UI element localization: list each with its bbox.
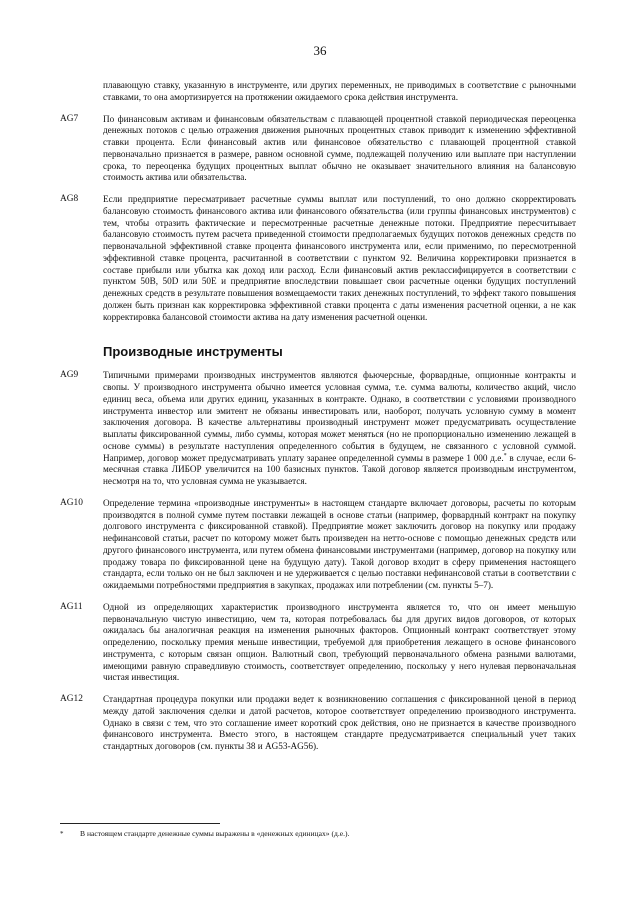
paragraph-number: AG10 — [60, 497, 83, 508]
paragraph-ag7 — [60, 114, 576, 185]
footnote-separator — [60, 823, 220, 824]
page-number: 36 — [313, 43, 327, 58]
continued-paragraph-text: плавающую ставку, указанную в инструменте, или других переменных, не приводимых в соответствие с рыночными ставками, то она амортизируется на протяжении ожидаемого срока действия инструмента. — [103, 80, 576, 102]
paragraph-text: Одной из определяющих характеристик производного инструмента является то, что он имеет меньшую первоначальную чистую инвестицию, чем та, которая потребовалась бы для других видов договоров, от которых ожидалась бы аналогичная реакция на изменения рыночных факторов. Опционный контракт соответствует этому определению, поскольку премия меньше инвестиции, требуемой для приобретения лежащего в основе финансового инструмента, с которым связан опцион. Валютный своп, требующий первоначального обмена разными валютами, имеющими равную справедливую стоимость, соответствует определению, поскольку у него нулевая первоначальная чистая инвестиция. — [103, 601, 576, 683]
footnote-text: В настоящем стандарте денежные суммы выражены в «денежных единицах» (д.е.). — [80, 829, 350, 838]
section-heading: Производные инструменты — [103, 344, 283, 360]
paragraph-ag11 — [60, 602, 576, 684]
paragraph-number: AG11 — [60, 601, 83, 612]
footnote-reference[interactable]: * — [503, 452, 507, 459]
paragraph-text-part: в случае, если 6-месячная ставка ЛИБОР увеличится на 100 базисных пунктов. Такой договор является производным инструментом, несмотря на то, что условная сумма не указывается. — [103, 452, 576, 486]
paragraph-text: По финансовым активам и финансовым обязательствам с плавающей процентной ставкой периодическая переоценка денежных потоков с целью отражения движения рыночных процентных ставок приводит к изменению эффективной ставки процента. Если финансовый актив или финансовое обязательство с плавающей процентной ставкой первоначально признается в размере, равном основной сумме, подлежащей получению или выплате при наступлении срока, то переоценка будущих процентных выплат обычно не оказывает значительного влияния на балансовую стоимость актива или обязательства. — [103, 113, 576, 183]
paragraph-number: AG7 — [60, 113, 79, 124]
paragraph-number: AG12 — [60, 694, 83, 704]
paragraph-ag10 — [60, 498, 576, 592]
paragraph-text: Определение термина «производные инструменты» в настоящем стандарте включает договоры, расчеты по которым производятся в полной сумме путем поставки лежащей в основе статьи (например, форвардный контракт на покупку долгового инструмента с фиксированной ставкой). Предприятие может заключить договор на покупку или продажу нефинансовой статьи, расчет по которому может быть произведен на нетто-основе с помощью денежных средств или другого финансового инструмента, или путем обмена финансовыми инструментами (например, договор на покупку или продажу товара по фиксированной цене на будущую дату). Такой договор входит в сферу применения настоящего стандарта, если только он не был заключен и не удерживается с целью поставки нефинансовой статьи в соответствии с ожидаемыми потребностями предприятия в закупках, продажах или потреблении (см. пункты 5–7). — [103, 497, 576, 590]
paragraph-ag8 — [60, 194, 576, 323]
paragraph-number: AG9 — [60, 370, 79, 381]
paragraph-text-part: Типичными примерами производных инструментов являются фьючерсные, форвардные, опционные контракты и свопы. У производного инструмента обычно имеется условная сумма, т.е. сумма валюты, количество акций, число единиц веса, объема или других единиц, указанных в контракте. Однако, в соответствии с условиями производного инструмента инвестор или эмитент не обязаны инвестировать или, наоборот, получать условную сумму в момент заключения договора. В качестве альтернативы производный инструмент может предусматривать осуществление выплаты фиксированной суммы, либо суммы, которая может меняться (но не пропорционально изменению лежащей в основе суммы) в результате наступления определенного события в будущем, не связанного с условной суммой. Например, договор может предусматривать уплату заранее определенной суммы в размере 1 000 д.е. — [103, 370, 576, 463]
paragraph-ag12 — [60, 694, 576, 753]
page-body — [60, 80, 576, 753]
footnote-marker: * — [60, 830, 64, 838]
paragraph-text: Если предприятие пересматривает расчетные суммы выплат или поступлений, то оно должно скорректировать балансовую стоимость финансового актива или финансового обязательства (или группы финансовых инструментов) с тем, чтобы отразить фактические и пересмотренные расчетные денежные потоки. Предприятие пересчитывает балансовую стоимость путем расчета приведенной стоимости предполагаемых будущих потоков денежных средств по первоначальной эффективной ставке процента финансового инструмента или, если применимо, по пересмотренной эффективной ставке процента, расчитанной в соответствии с пунктом 92. Величина корректировки признается в составе прибыли или убытка как доход или расход. Если финансовый актив реклассифицируется в соответствии с пунктом 50B, 50D или 50E и предприятие впоследствии повышает свои расчетные оценки будущих поступлений денежных средств в результате повышения возмещаемости таких денежных поступлений, то эффект такого повышения должен быть признан как корректировка эффективной ставки процента с даты изменения расчетной оценки, а не как корректировка балансовой стоимости актива на дату изменения расчетной оценки. — [103, 194, 576, 322]
paragraph-ag9 — [60, 370, 576, 488]
paragraph-text: Стандартная процедура покупки или продажи ведет к возникновению соглашения с фиксированной ценой в период между датой заключения сделки и датой расчетов, которое соответствует определению производного инструмента. Однако в связи с тем, что это соглашение имеет короткий срок действия, оно не признается в качестве производного финансового инструмента. Вместо этого, в настоящем стандарте предусматривается специальный учет таких стандартных договоров (см. пункты 38 и AG53-AG56). — [103, 694, 576, 751]
paragraph-text — [103, 370, 576, 488]
footnote — [60, 829, 576, 839]
paragraph-number: AG8 — [60, 194, 79, 204]
